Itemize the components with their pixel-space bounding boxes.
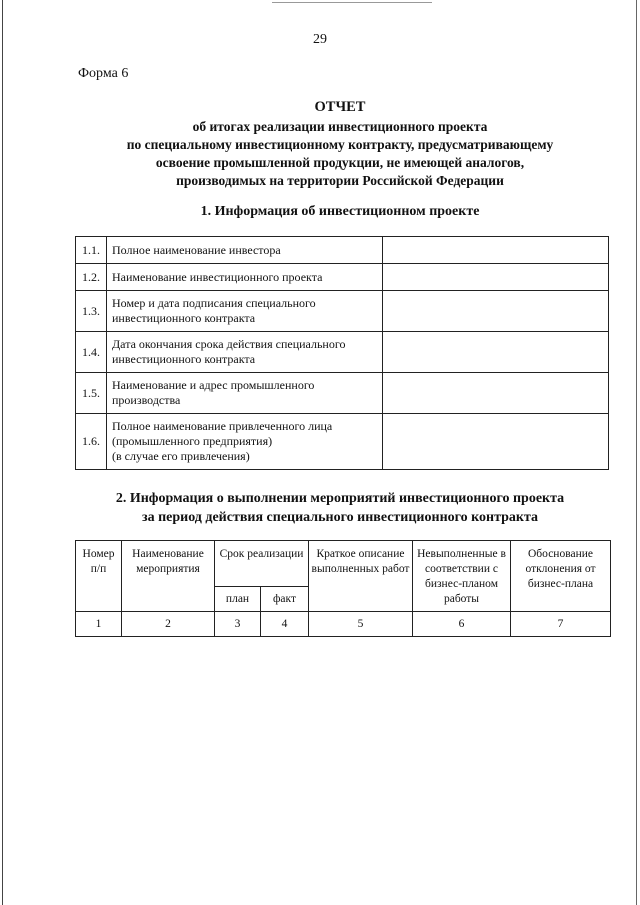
column-number: 4 <box>261 612 309 637</box>
row-value-field[interactable] <box>383 264 609 291</box>
column-number: 6 <box>413 612 511 637</box>
column-number: 2 <box>122 612 215 637</box>
row-number: 1.4. <box>76 332 107 373</box>
table-row <box>76 332 609 373</box>
header-number: Номер п/п <box>76 541 122 612</box>
scan-top-mark <box>272 2 432 3</box>
column-number: 1 <box>76 612 122 637</box>
form-label: Форма 6 <box>78 66 129 81</box>
header-unfulfilled: Невыполненные в соответствии с бизнес-планом работы <box>413 541 511 612</box>
row-number: 1.3. <box>76 291 107 332</box>
row-label-line: Полное наименование привлеченного лица <box>112 419 333 433</box>
row-label: Наименование и адрес промышленного производства <box>107 373 383 414</box>
row-label-line: (в случае его привлечения) <box>112 449 250 463</box>
activities-table <box>75 540 611 637</box>
page-number: 29 <box>313 32 327 47</box>
report-title-line: по специальному инвестиционному контракту, предусматривающему <box>126 137 554 152</box>
header-row <box>76 541 611 587</box>
section2-heading-line: за период действия специального инвестиционного контракта <box>141 510 539 525</box>
header-name: Наименование мероприятия <box>122 541 215 612</box>
header-fact: факт <box>261 587 309 612</box>
report-title-line: освоение промышленной продукции, не имеющей аналогов, <box>155 155 525 170</box>
table-row <box>76 291 609 332</box>
row-value-field[interactable] <box>383 373 609 414</box>
table-row <box>76 414 609 470</box>
header-description: Краткое описание выполненных работ <box>309 541 413 612</box>
header-plan: план <box>215 587 261 612</box>
report-title-line: об итогах реализации инвестиционного проекта <box>192 119 488 134</box>
scan-right-edge <box>636 0 637 905</box>
section2-heading-line: 2. Информация о выполнении мероприятий инвестиционного проекта <box>115 491 565 506</box>
row-label: Полное наименование инвестора <box>107 237 383 264</box>
column-number: 3 <box>215 612 261 637</box>
row-label <box>107 414 383 470</box>
row-value-field[interactable] <box>383 414 609 470</box>
column-number: 7 <box>511 612 611 637</box>
scan-left-edge <box>2 0 3 905</box>
column-number-row <box>76 612 611 637</box>
table-row <box>76 373 609 414</box>
row-label: Номер и дата подписания специального инвестиционного контракта <box>107 291 383 332</box>
row-value-field[interactable] <box>383 237 609 264</box>
header-justification: Обоснование отклонения от бизнес-плана <box>511 541 611 612</box>
column-number: 5 <box>309 612 413 637</box>
row-label-line: (промышленного предприятия) <box>112 434 273 448</box>
report-title-line: производимых на территории Российской Федерации <box>176 173 504 188</box>
row-label: Наименование инвестиционного проекта <box>107 264 383 291</box>
row-number: 1.2. <box>76 264 107 291</box>
report-title-main: ОТЧЕТ <box>314 99 366 115</box>
report-title <box>60 98 620 190</box>
row-value-field[interactable] <box>383 291 609 332</box>
section1-heading: 1. Информация об инвестиционном проекте <box>200 204 480 219</box>
row-label: Дата окончания срока действия специального инвестиционного контракта <box>107 332 383 373</box>
row-number: 1.6. <box>76 414 107 470</box>
table-row <box>76 237 609 264</box>
table-row <box>76 264 609 291</box>
section2-heading <box>60 489 620 527</box>
project-info-table <box>75 236 609 470</box>
row-number: 1.5. <box>76 373 107 414</box>
header-period: Срок реализации <box>215 541 309 587</box>
row-value-field[interactable] <box>383 332 609 373</box>
row-number: 1.1. <box>76 237 107 264</box>
